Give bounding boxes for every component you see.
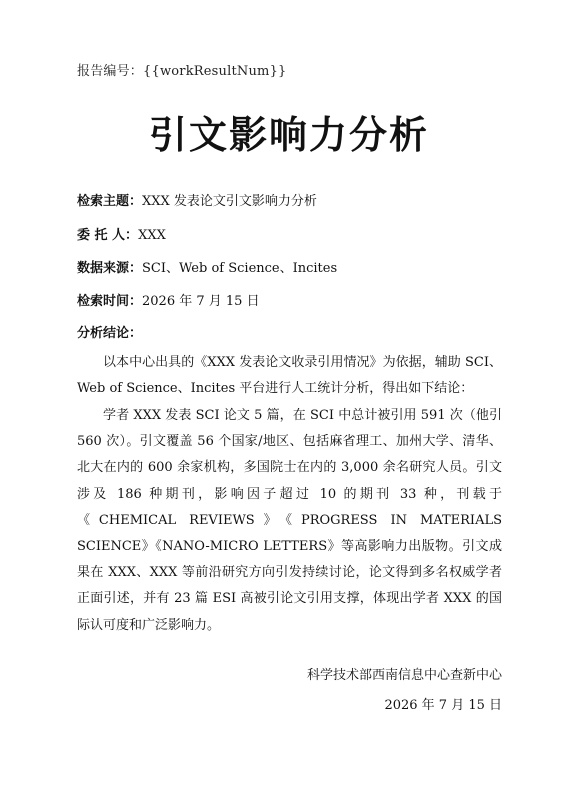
report-number-label: 报告编号：: [77, 64, 144, 79]
page-title: 引文影响力分析: [148, 113, 429, 157]
conclusion-paragraph-intro: 以本中心出具的《XXX 发表论文收录引用情况》为依据，辅助 SCI、Web of Science、Incites 平台进行人工统计分析，得出如下结论：: [77, 355, 502, 397]
field-topic-label: 检索主题：: [77, 194, 143, 209]
field-time-label: 检索时间：: [77, 294, 143, 309]
field-client: [77, 224, 166, 243]
field-topic: [77, 190, 317, 209]
field-client-label: 委 托 人：: [77, 228, 139, 243]
field-source-label: 数据来源：: [77, 261, 143, 276]
report-number: [77, 60, 287, 79]
field-topic-value: XXX 发表论文引文影响力分析: [142, 194, 317, 209]
field-time-value: 2026 年 7 月 15 日: [142, 294, 260, 309]
field-source: [77, 257, 337, 276]
signature-organization: 科学技术部西南信息中心查新中心: [306, 668, 502, 683]
field-conclusion: [77, 322, 142, 341]
report-number-value: {{workResultNum}}: [143, 64, 287, 79]
field-client-value: XXX: [138, 228, 166, 243]
field-conclusion-label: 分析结论：: [77, 326, 143, 341]
signature-date: 2026 年 7 月 15 日: [384, 698, 502, 713]
field-time: [77, 290, 260, 309]
conclusion-paragraph-body: 学者 XXX 发表 SCI 论文 5 篇，在 SCI 中总计被引用 591 次（他引 560 次）。引文覆盖 56 个国家/地区、包括麻省理工、加州大学、清华、北大在内的 600 余家机构，多国院士在内的 3,000 余名研究人员。引文涉及 186 种期刊，影响因子超过 10 的期刊 33 种，刊载于《CHEMICAL REVIEWS》《PROGRESS IN MATERIALS SCIENCE》《NANO-MICRO LETTERS》等高影响力出版物。引文成果在 XXX、XXX 等前沿研究方向引发持续讨论，论文得到多名权威学者正面引述，并有 23 篇 ESI 高被引论文引用支撑，体现出学者 XXX 的国际认可度和广泛影响力。: [77, 408, 502, 633]
field-source-value: SCI、Web of Science、Incites: [142, 261, 338, 276]
